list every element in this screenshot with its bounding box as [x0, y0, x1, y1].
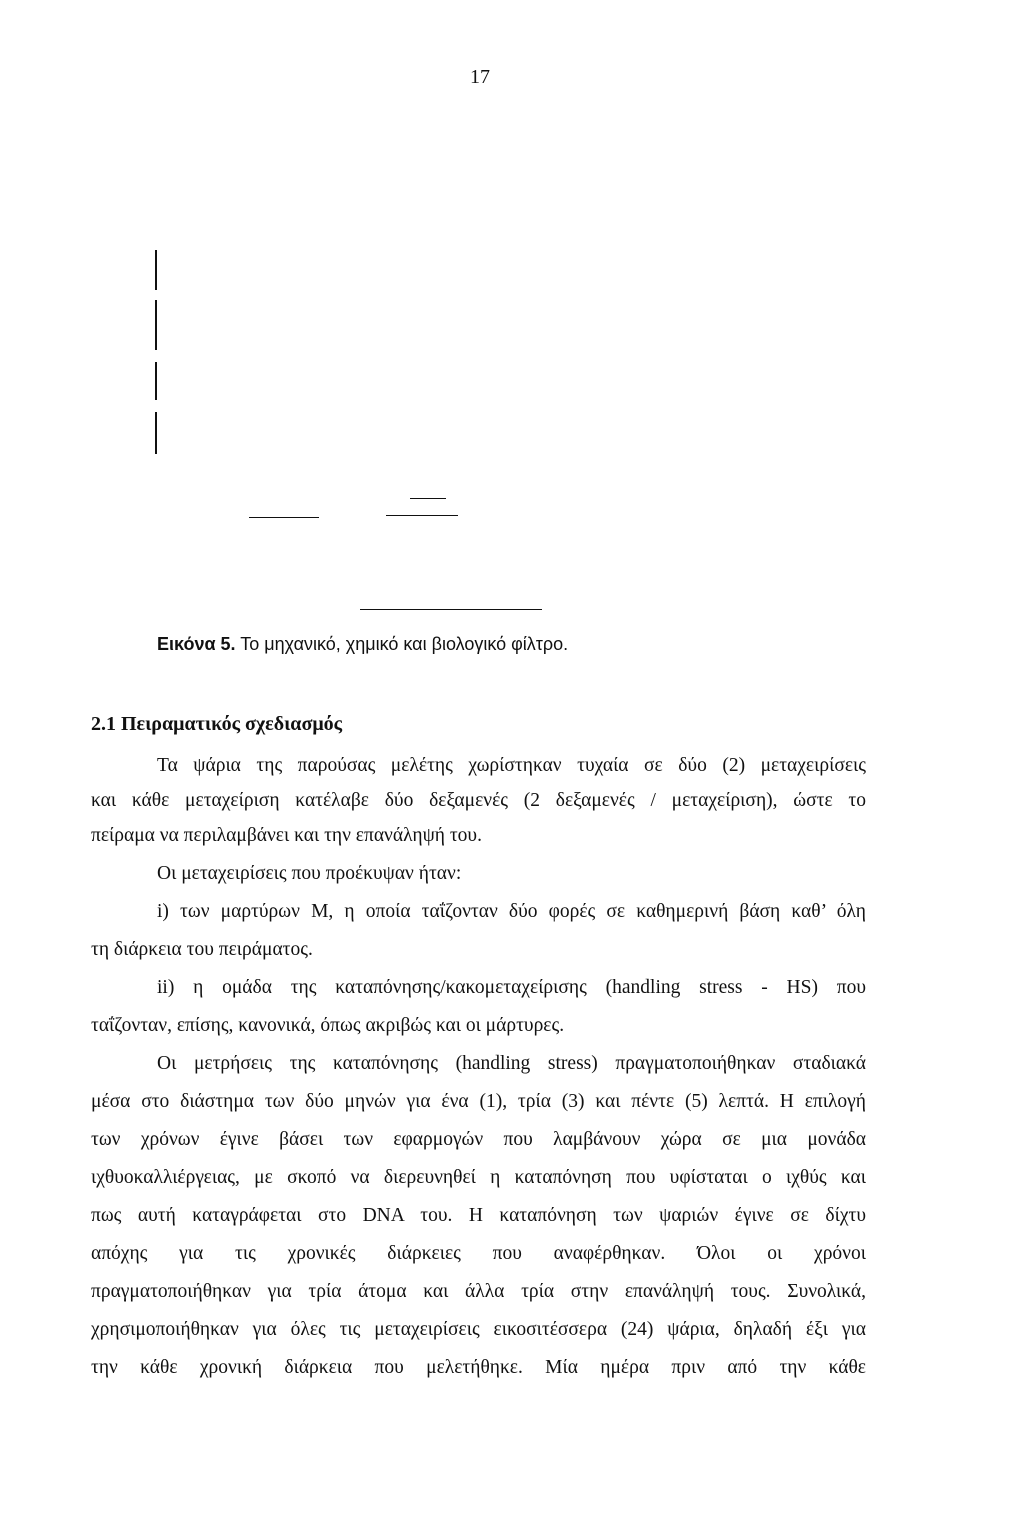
figure-line [155, 300, 157, 350]
text-line: Οι μετρήσεις της καταπόνησης (handling stress) πραγματοποιήθηκαν σταδιακά [157, 1053, 866, 1074]
text-line: πραγματοποιήθηκαν για τρία άτομα και άλλα τρία στην επανάληψή τους. Συνολικά, [91, 1281, 866, 1302]
text-line: των χρόνων έγινε βάσει των εφαρμογών που λαμβάνουν χώρα σε μια μονάδα [91, 1129, 866, 1150]
figure-line [155, 412, 157, 454]
figure-caption-label: Εικόνα 5. [157, 634, 236, 654]
figure-line [155, 362, 157, 400]
figure-image [0, 0, 1024, 640]
text-line: ταΐζονταν, επίσης, κανονικά, όπως ακριβώς και οι μάρτυρες. [91, 1015, 565, 1036]
text-line: πείραμα να περιλαμβάνει και την επανάληψή του. [91, 825, 482, 846]
text-line: πως αυτή καταγράφεται στο DNA του. Η καταπόνηση των ψαριών έγινε σε δίχτυ [91, 1205, 866, 1226]
text-line: i) των μαρτύρων Μ, η οποία ταΐζονταν δύο φορές σε καθημερινή βάση καθ’ όλη [157, 901, 866, 922]
text-line: χρησιμοποιήθηκαν για όλες τις μεταχειρίσεις εικοσιτέσσερα (24) ψάρια, δηλαδή έξι για [91, 1319, 866, 1340]
text-line: μέσα στο διάστημα των δύο μηνών για ένα (1), τρία (3) και πέντε (5) λεπτά. Η επιλογή [91, 1091, 866, 1112]
text-line: τη διάρκεια του πειράματος. [91, 939, 313, 960]
text-line: ii) η ομάδα της καταπόνησης/κακομεταχείρισης (handling stress - HS) που [157, 977, 866, 998]
figure-caption [157, 634, 568, 655]
figure-line [386, 515, 458, 516]
text-line: ιχθυοκαλλιέργειας, με σκοπό να διερευνηθεί η καταπόνηση που υφίσταται ο ιχθύς και [91, 1167, 866, 1188]
figure-line [155, 250, 157, 290]
figure-line [360, 609, 542, 610]
page-number: 17 [470, 66, 490, 88]
text-line: και κάθε μεταχείριση κατέλαβε δύο δεξαμενές (2 δεξαμενές / μεταχείριση), ώστε το [91, 790, 866, 811]
figure-line [249, 517, 319, 518]
figure-caption-text: Το μηχανικό, χημικό και βιολογικό φίλτρο. [235, 634, 569, 654]
text-line: Οι μεταχειρίσεις που προέκυψαν ήταν: [157, 863, 462, 884]
section-heading: 2.1 Πειραματικός σχεδιασμός [91, 713, 343, 735]
text-line: Τα ψάρια της παρούσας μελέτης χωρίστηκαν τυχαία σε δύο (2) μεταχειρίσεις [157, 755, 866, 776]
text-line: την κάθε χρονική διάρκεια που μελετήθηκε. Μία ημέρα πριν από την κάθε [91, 1357, 866, 1378]
text-line: απόχης για τις χρονικές διάρκειες που αναφέρθηκαν. Όλοι οι χρόνοι [91, 1243, 866, 1264]
figure-line [410, 498, 446, 499]
